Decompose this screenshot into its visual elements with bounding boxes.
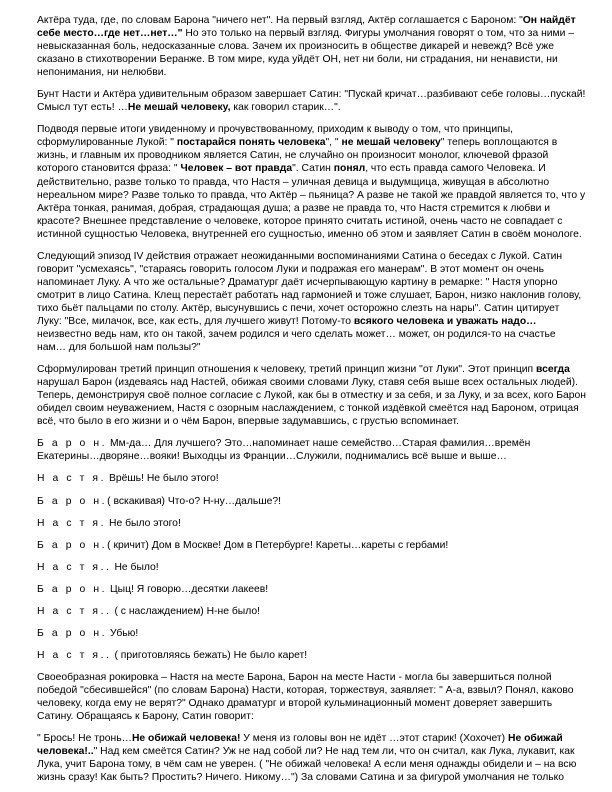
paragraph: Подводя первые итоги увиденному и прочувствованному, приходим к выводу о том, что принципы, сформулированные Лукой: " постарайся понять человека", " не мешай человеку" теперь воплощаются в жизнь, и главным их проводником является Сатин, не случайно он произносит монолог, ключевой фразой которого становится фраза: " Человек – вот правда". Сатин понял, что есть правда самого Человека. И действительно, разве только то правда, что Настя – уличная девица и выдумщица, живущая в абсолютно нереальном мире? Разве только то правда, что Актёр – пьяница? А разве не такой же правдой является то, что у Актёра тонкая, ранимая, добрая, страдающая душа; а разве не правда то, что Настя стремится к любви и красоте? Внешнее представление о человеке, которое принято считать истиной, очень часто не совпадает с истинной сущностью Человека, внутренней его сущностью, именно об этом и заявляет Сатин в своём монологе. (37, 124, 586, 240)
bold-quote: постарайся понять человека (176, 137, 326, 149)
dialogue-line: Н а с т я.. ( приготовляясь бежать) Не было карет! (37, 649, 308, 661)
bold-quote: всякого человека и уважать надо… (353, 315, 537, 327)
bold-quote: не мешай человеку (341, 137, 441, 149)
bold-word: всегда (536, 364, 570, 376)
paragraph: Следующий эпизод IV действия отражает неожиданными воспоминаниями Сатина о беседах с Лукой. Сатин говорит "усмехаясь", "стараясь говорить голосом Луки и подражая его манерам". В этот момент он очень напоминает Луку. А что же остальные? Драматург даёт исчерпывающую картину в ремарке: " Настя упорно смотрит в лицо Сатина. Клещ перестаёт работать над гармонией и тоже слушает, Барон, низко наклонив голову, тихо бьёт пальцами по столу. Актёр, высунувшись с печи, хочет осторожно слезть на нары". Сатин цитирует Луку: "Все, милачок, все, как есть, для лучшего живут! Потому-то всякого человека и уважать надо… неизвестно ведь нам, кто он такой, зачем родился и чего сделать может… может, он родился-то на счастье нам… для большой нам пользы?" (37, 250, 582, 354)
speaker: Н а с т я. (37, 473, 107, 485)
speaker: Б а р о н. (37, 495, 108, 507)
speaker: Н а с т я.. (37, 561, 112, 573)
speaker: Н а с т я. (37, 517, 107, 529)
bold-quote: Не обижай человека!.. (37, 733, 563, 758)
dialogue-line: Н а с т я.. Не было! (37, 561, 159, 573)
dialogue-line: Б а р о н. Мм-да… Для лучшего? Это…напоминает наше семейство…Старая фамилия…времён Екатерины…дворяне…вояки! Выходцы из Франции…Служили, поднимались всё выше и выше… (37, 438, 531, 463)
bold-quote: Не мешай человеку, (127, 102, 231, 114)
dialogue-line: Н а с т я.. ( с наслаждением) Н-не было! (37, 605, 261, 617)
speaker: Н а с т я.. (37, 605, 112, 617)
dialogue-line: Б а р о н.( кричит) Дом в Москве! Дом в Петербурге! Кареты…кареты с гербами! (37, 539, 449, 551)
speaker: Н а с т я.. (37, 649, 112, 661)
speaker: Б а р о н. (37, 438, 108, 450)
dialogue-line: Н а с т я. Врёшь! Не было этого! (37, 473, 219, 485)
paragraph: Своеобразная рокировка – Настя на месте Барона, Барон на месте Насти - могла бы завершиться полной победой "сбесившейся" (по словам Барона) Насти, которая, торжествуя, заявляет: " А-а, взвыл? Понял, каково человеку, когда ему не верят?" Однако драматург и второй кульминационный момент доверяет завершить Сатину. Обращаясь к Барону, Сатин говорит: (37, 671, 574, 723)
paragraph: Актёра туда, где, по словам Барона "ничего нет". На первый взгляд, Актёр соглашается с Бароном: "Он найдёт себе место…где нет…нет…" Но это только на первый взгляд. Фигуры умолчания говорят о том, что за ними – невысказанная боль, недосказанные слова. Зачем их произносить в обществе дикарей и невежд? Всё уже сказано в стихотворении Беранже. В том мире, куда уйдёт ОН, нет ни боли, ни страдания, ни ненависти, ни непонимания, ни нелюбви. (37, 15, 576, 79)
bold-word: понял (333, 163, 366, 175)
bold-quote: Не обижай человека! (131, 733, 241, 745)
dialogue-line: Б а р о н. Цыц! Я говорю…десятки лакеев! (37, 583, 269, 595)
speaker: Б а р о н. (37, 539, 108, 551)
dialogue-line: Н а с т я. Не было этого! (37, 517, 181, 529)
paragraph: Сформулирован третий принцип отношения к человеку, третий принцип жизни "от Луки". Этот принцип всегда нарушал Барон (издеваясь над Настей, обижая своими словами Луку, ставя себя выше всех остальных людей). Теперь, демонстрируя своё полное согласие с Лукой, как бы в отместку и за себя, и за Луку, и за всех, кого Барон обидел своим неуважением, Настя с озорным наслаждением, с тонкой издёвкой смеётся над Бароном, отрицая всё, что было в его жизни и о чём Барон, впервые задумавшись, с грустью вспоминает. (37, 364, 586, 428)
bold-quote: Человек – вот правда (180, 163, 293, 175)
paragraph: Бунт Насти и Актёра удивительным образом завершает Сатин: "Пускай кричат…разбивают себе головы…пускай! Смысл тут есть! …Не мешай человеку, как говорил старик…". (37, 89, 586, 114)
dialogue-line: Б а р о н. Убью! (37, 627, 139, 639)
paragraph: " Брось! Не тронь…Не обижай человека! У меня из головы вон не идёт …этот старик! (Хохочет) Не обижай человека!.." Над кем смеётся Сатин? Уж не над собой ли? Не над тем ли, что он считал, как Лука, лукавит, как Лука, учит Барона тому, в чём сам не уверен. ( "Не обижай человека! А если меня однажды обидели и – на всю жизнь сразу! Как быть? Простить? Ничего. Никому…") За словами Сатина и за фигурой умолчания не только (37, 733, 577, 784)
dialogue-line: Б а р о н.( вскакивая) Что-о? Н-ну…дальше?! (37, 495, 281, 507)
speaker: Б а р о н. (37, 627, 108, 639)
bold-quote: Он найдёт себе место…где нет…нет…" (37, 15, 576, 40)
speaker: Б а р о н. (37, 583, 108, 595)
